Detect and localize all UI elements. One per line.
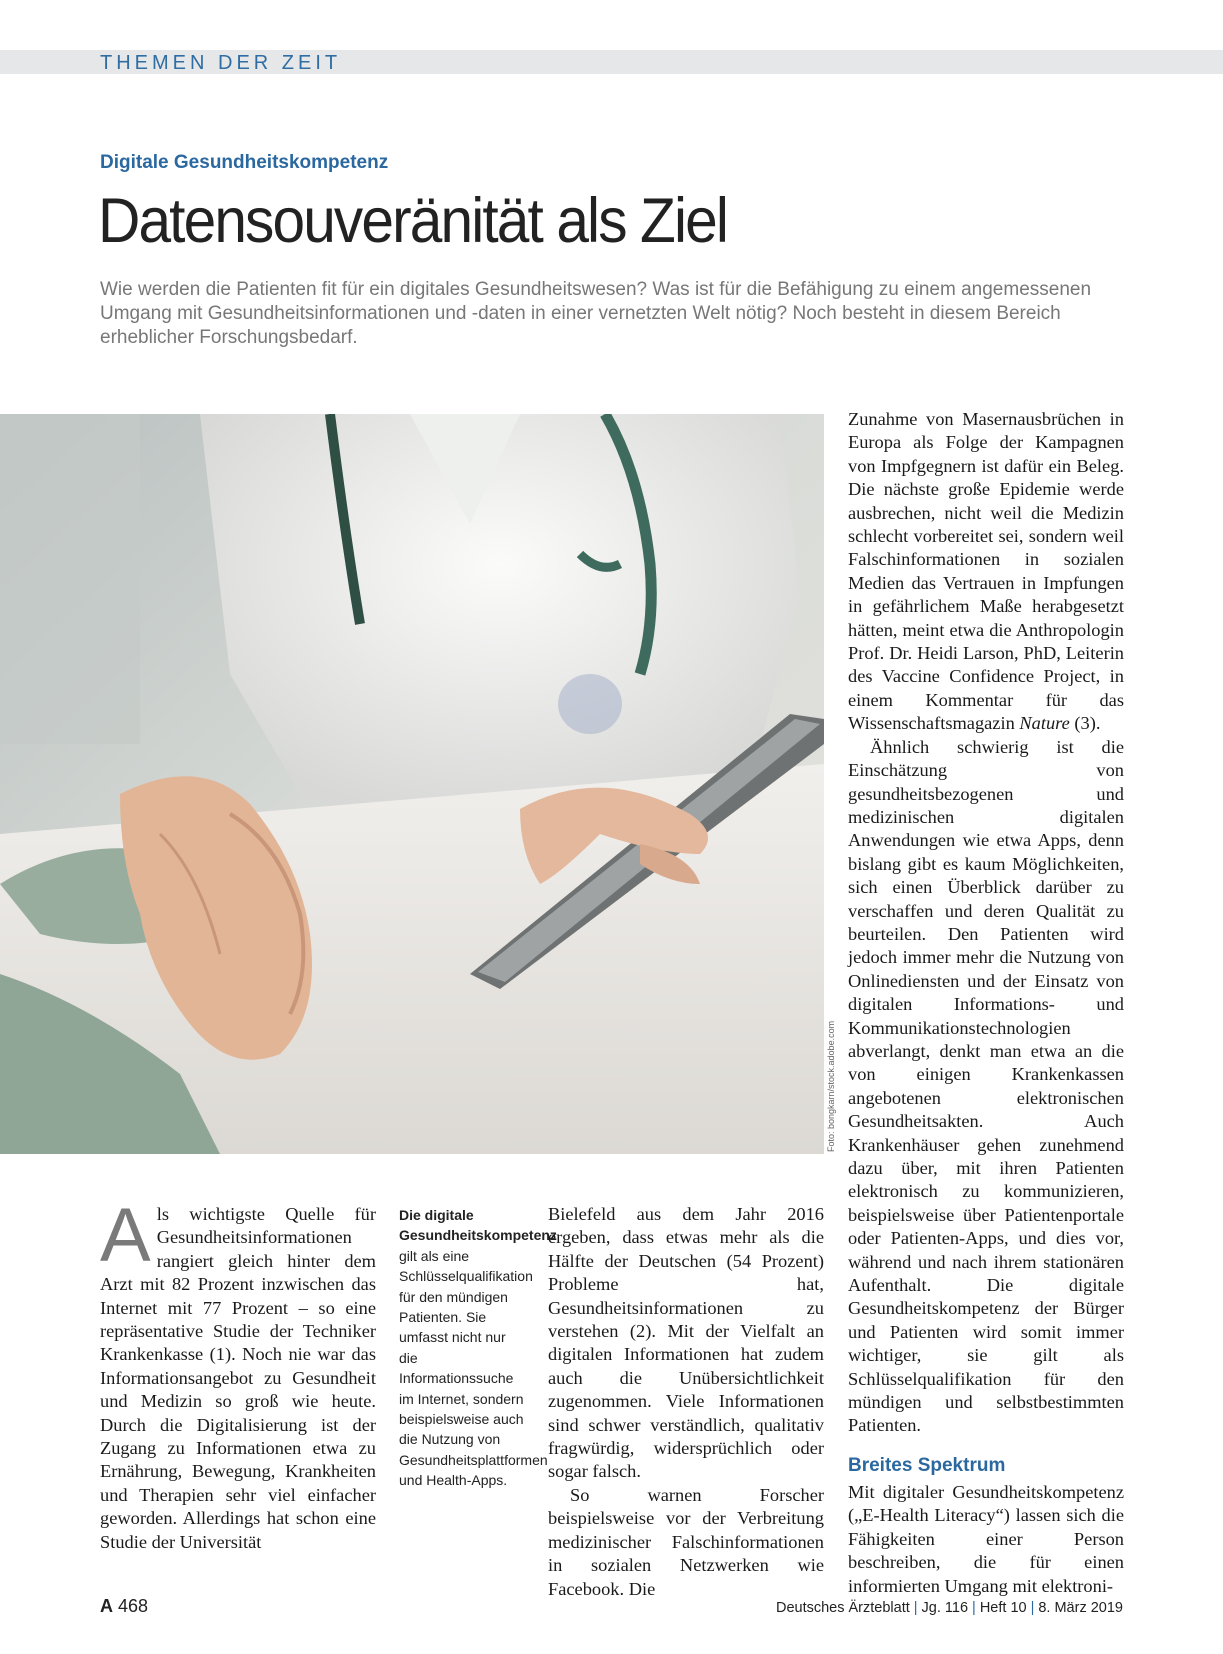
column-3-paragraph-2: So warnen Forscher beispielsweise vor der Verbreitung medizinischer Falschinformationen in sozialen Netzwerken wie Facebook. Die [548, 1484, 824, 1599]
subheading: Breites Spektrum [848, 1454, 1006, 1476]
page-prefix: A [100, 1596, 113, 1616]
body-column-4 [848, 408, 1124, 1598]
separator: | [913, 1600, 918, 1616]
article-photo [0, 414, 824, 1154]
body-column-3 [548, 1203, 824, 1601]
journal-name: Nature [1019, 713, 1070, 734]
sidebar-bold-intro: Die digitale Gesundheitskompetenz [399, 1207, 557, 1244]
sidebar-note [399, 1205, 557, 1491]
column-4-paragraph-1 [848, 408, 1124, 736]
sidebar-text: gilt als eine Schlüsselqualifikation für den mündigen Patienten. Sie umfasst nicht nur die Informationssuche im Internet, sondern beispielsweise auch die Nutzung von Gesundheitsplattformen und Health-Apps. [399, 1247, 548, 1489]
column-3-paragraph-1: Bielefeld aus dem Jahr 2016 ergeben, dass etwas mehr als die Hälfte der Deutschen (54 Prozent) Probleme hat, Gesundheitsinformationen zu verstehen (2). Mit der Vielfalt an digitalen Informationen hat zudem auch die Unübersichtlichkeit zugenommen. Viele Informationen sind schwer verständlich, qualitativ fragwürdig, widersprüchlich oder sogar falsch. [548, 1204, 824, 1482]
footer-issue: Heft 10 [979, 1600, 1027, 1616]
section-label: THEMEN DER ZEIT [100, 52, 342, 74]
column-4-paragraph-2: Ähnlich schwierig ist die Einschätzung von gesundheitsbezogenen und medizinischen digitalen Anwendungen wie etwa Apps, denn bislang gibt es kaum Möglichkeiten, sich einen Überblick darüber zu verschaffen und deren Qualität zu beurteilen. Den Patienten wird jedoch immer mehr die Nutzung von Onlinediensten und der Einsatz von digitalen Informations- und Kommunikationstechnologien abverlangt, denkt man etwa an die von einigen Krankenkassen angebotenen elektronischen Gesundheitsakten. Auch Krankenhäuser gehen zunehmend dazu über, mit ihren Patienten elektronisch zu kommunizieren, beispielsweise über Patientenportale oder Patienten-Apps, und dies vor, während und nach ihrem stationären Aufenthalt. Die digitale Gesundheitskompetenz der Bürger und Patienten wird somit immer wichtiger, sie gilt als Schlüsselqualifikation für den mündigen und selbstbestimmten Patienten. [848, 736, 1124, 1436]
page-number-value: 468 [118, 1596, 149, 1616]
footer-journal: Deutsches Ärzteblatt [775, 1600, 910, 1616]
citation-ref: (3). [1069, 713, 1101, 734]
page-number [100, 1596, 148, 1617]
article-headline: Datensouveränität als Ziel [98, 186, 728, 256]
separator: | [1030, 1600, 1035, 1616]
footer-date: 8. März 2019 [1038, 1600, 1123, 1616]
body-column-1 [100, 1193, 376, 1554]
column-4-paragraph-1-text: Zunahme von Masernausbrüchen in Europa als Folge der Kampagnen von Impfgegnern ist dafür ein Beleg. Die nächste große Epidemie werde ausbrechen, nicht weil die Medizin schlecht vorbereitet sei, sondern weil Falschinformationen in sozialen Medien das Vertrauen in Impfungen in gefährlichem Maße herabgesetzt hätten, meint etwa die Anthropologin Prof. Dr. Heidi Larson, PhD, Leiterin des Vaccine Confidence Project, in einem Kommentar für das Wissenschaftsmagazin [848, 409, 1124, 734]
footer-citation [776, 1600, 1123, 1616]
photo-credit: Foto: bongkarn/stock.adobe.com [826, 1020, 836, 1152]
article-kicker: Digitale Gesundheitskompetenz [100, 152, 389, 173]
article-lead: Wie werden die Patienten fit für ein digitales Gesundheitswesen? Was ist für die Befähigung zu einem angemessenen Umgang mit Gesundheitsinformationen und -daten in einer vernetzten Welt nötig? Noch besteht in diesem Bereich erheblicher Forschungsbedarf. [100, 279, 1092, 348]
drop-cap: A [100, 1193, 151, 1278]
separator: | [972, 1600, 976, 1616]
column-1-text: ls wichtigste Quelle für Gesundheitsinformationen rangiert gleich hinter dem Arzt mit 82 Prozent inzwischen das Internet mit 77 Prozent – so eine repräsentative Studie der Techniker Krankenkasse (1). Noch nie war das Informationsangebot zu Gesundheit und Medizin so groß wie heute. Durch die Digitalisierung ist der Zugang zu Informationen etwa zu Ernährung, Bewegung, Krankheiten und Therapien sehr viel einfacher geworden. Allerdings hat schon eine Studie der Universität [100, 1204, 376, 1552]
footer-volume: Jg. 116 [921, 1600, 969, 1616]
column-4-paragraph-3: Mit digitaler Gesundheitskompetenz („E-Health Literacy“) lassen sich die Fähigkeiten einer Person beschreiben, die für einen informierten Umgang mit elektroni- [848, 1481, 1124, 1596]
